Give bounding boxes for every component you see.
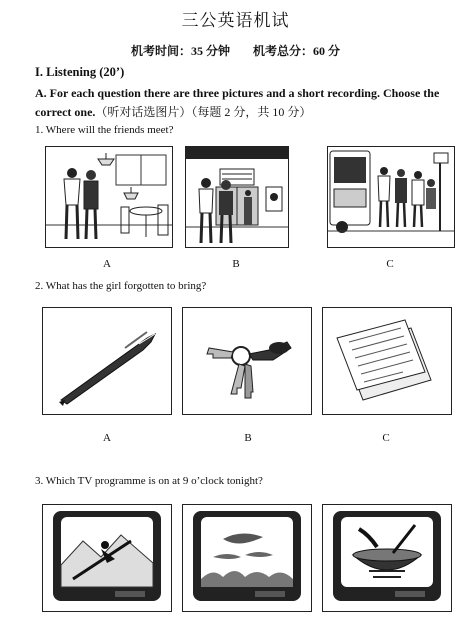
papers-illustration: [323, 308, 451, 414]
q2-option-a: A: [103, 432, 111, 444]
q2-picture-c-papers[interactable]: [322, 307, 452, 415]
q2-picture-a-pen[interactable]: [42, 307, 172, 415]
instruction-chinese: （听对话选图片）（每题 2 分，共 10 分）: [95, 105, 312, 119]
instruction-english: A. For each question there are three pictures and a short recording. Choose the correct one.: [35, 86, 440, 119]
q1-picture-a-cafe[interactable]: [45, 146, 173, 248]
question-2-text: 2. What has the girl forgotten to bring?: [35, 280, 207, 292]
section-instruction: [35, 84, 455, 122]
tv-dolphins-illustration: [183, 505, 311, 611]
page-title: 三公英语机试: [181, 11, 290, 30]
q1-picture-b-cinema[interactable]: [185, 146, 289, 248]
question-3-text: 3. Which TV programme is on at 9 o’clock tonight?: [35, 475, 263, 487]
exam-meta: [0, 42, 471, 59]
q2-option-b: B: [244, 432, 252, 444]
exam-time: 机考时间：35 分钟: [130, 44, 230, 58]
q3-picture-a-ski-jump[interactable]: [42, 504, 172, 612]
q1-option-b: B: [232, 258, 240, 270]
pen-illustration: [43, 308, 171, 414]
q2-option-c: C: [382, 432, 390, 444]
section-heading: I. Listening (20’): [35, 65, 125, 79]
bus-stop-illustration: [328, 147, 454, 247]
q1-picture-c-bus-stop[interactable]: [327, 146, 455, 248]
q1-option-c: C: [386, 258, 394, 270]
q3-picture-c-cooking[interactable]: [322, 504, 452, 612]
q1-option-a: A: [103, 258, 111, 270]
question-1-text: 1. Where will the friends meet?: [35, 124, 174, 136]
tv-ski-jump-illustration: [43, 505, 171, 611]
keys-illustration: [183, 308, 311, 414]
cinema-illustration: [186, 147, 288, 247]
tv-cooking-illustration: [323, 505, 451, 611]
exam-score: 机考总分：60 分: [253, 44, 341, 58]
cafe-illustration: [46, 147, 172, 247]
q3-picture-b-dolphins[interactable]: [182, 504, 312, 612]
q2-picture-b-keys[interactable]: [182, 307, 312, 415]
